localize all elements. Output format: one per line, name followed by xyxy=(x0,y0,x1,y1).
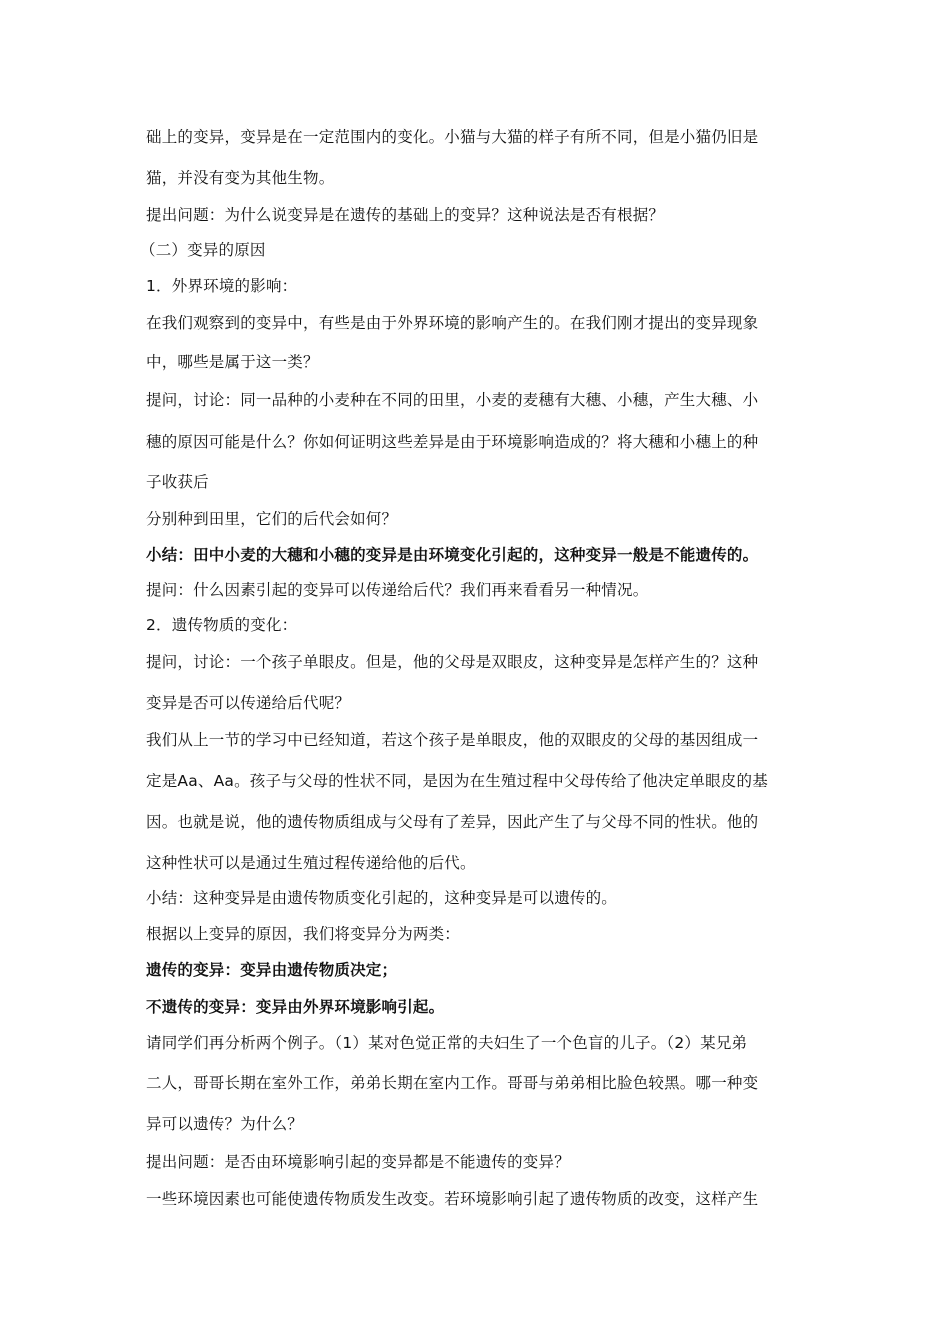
text-line: 中，哪些是属于这一类？ xyxy=(146,353,319,371)
text-line: 因。也就是说，他的遗传物质组成与父母有了差异，因此产生了与父母不同的性状。他的 xyxy=(146,813,759,831)
summary-line: 小结：田中小麦的大穗和小穗的变异是由环境变化引起的，这种变异一般是不能遗传的。 xyxy=(146,546,759,564)
definition-line: 遗传的变异：变异由遗传物质决定； xyxy=(146,961,398,979)
text-line: 猫，并没有变为其他生物。 xyxy=(146,169,335,187)
text-line: 分别种到田里，它们的后代会如何？ xyxy=(146,510,398,528)
subsection-heading: 1．外界环境的影响： xyxy=(146,277,298,295)
text-line: 提问：什么因素引起的变异可以传递给后代？我们再来看看另一种情况。 xyxy=(146,581,649,599)
summary-line: 小结：这种变异是由遗传物质变化引起的，这种变异是可以遗传的。 xyxy=(146,889,618,907)
text-line: 提问，讨论：一个孩子单眼皮。但是，他的父母是双眼皮，这种变异是怎样产生的？这种 xyxy=(146,653,759,671)
definition-line: 不遗传的变异：变异由外界环境影响引起。 xyxy=(146,998,445,1016)
text-line: 我们从上一节的学习中已经知道，若这个孩子是单眼皮，他的双眼皮的父母的基因组成一 xyxy=(146,731,759,749)
text-line: 变异是否可以传递给后代呢？ xyxy=(146,694,351,712)
section-heading: （二）变异的原因 xyxy=(140,241,266,259)
text-line: 定是Aa、Aa。孩子与父母的性状不同，是因为在生殖过程中父母传给了他决定单眼皮的基 xyxy=(146,772,768,790)
text-line: 提出问题：是否由环境影响引起的变异都是不能遗传的变异？ xyxy=(146,1153,570,1171)
text-line: 提问，讨论：同一品种的小麦种在不同的田里，小麦的麦穗有大穗、小穗，产生大穗、小 xyxy=(146,391,759,409)
text-line: 提出问题：为什么说变异是在遗传的基础上的变异？这种说法是否有根据？ xyxy=(146,206,665,224)
text-line: 子收获后 xyxy=(146,473,209,491)
text-line: 根据以上变异的原因，我们将变异分为两类： xyxy=(146,925,461,943)
text-line: 在我们观察到的变异中，有些是由于外界环境的影响产生的。在我们刚才提出的变异现象 xyxy=(146,314,759,332)
subsection-heading: 2．遗传物质的变化： xyxy=(146,616,298,634)
text-line: 这种性状可以是通过生殖过程传递给他的后代。 xyxy=(146,854,476,872)
text-line: 穗的原因可能是什么？你如何证明这些差异是由于环境影响造成的？将大穗和小穗上的种 xyxy=(146,433,759,451)
text-line: 请同学们再分析两个例子。（1）某对色觉正常的夫妇生了一个色盲的儿子。（2）某兄弟 xyxy=(146,1034,748,1052)
text-line: 础上的变异，变异是在一定范围内的变化。小猫与大猫的样子有所不同，但是小猫仍旧是 xyxy=(146,128,759,146)
text-line: 异可以遗传？为什么？ xyxy=(146,1115,304,1133)
text-line: 二人，哥哥长期在室外工作，弟弟长期在室内工作。哥哥与弟弟相比脸色较黑。哪一种变 xyxy=(146,1074,759,1092)
text-line: 一些环境因素也可能使遗传物质发生改变。若环境影响引起了遗传物质的改变，这样产生 xyxy=(146,1190,759,1208)
